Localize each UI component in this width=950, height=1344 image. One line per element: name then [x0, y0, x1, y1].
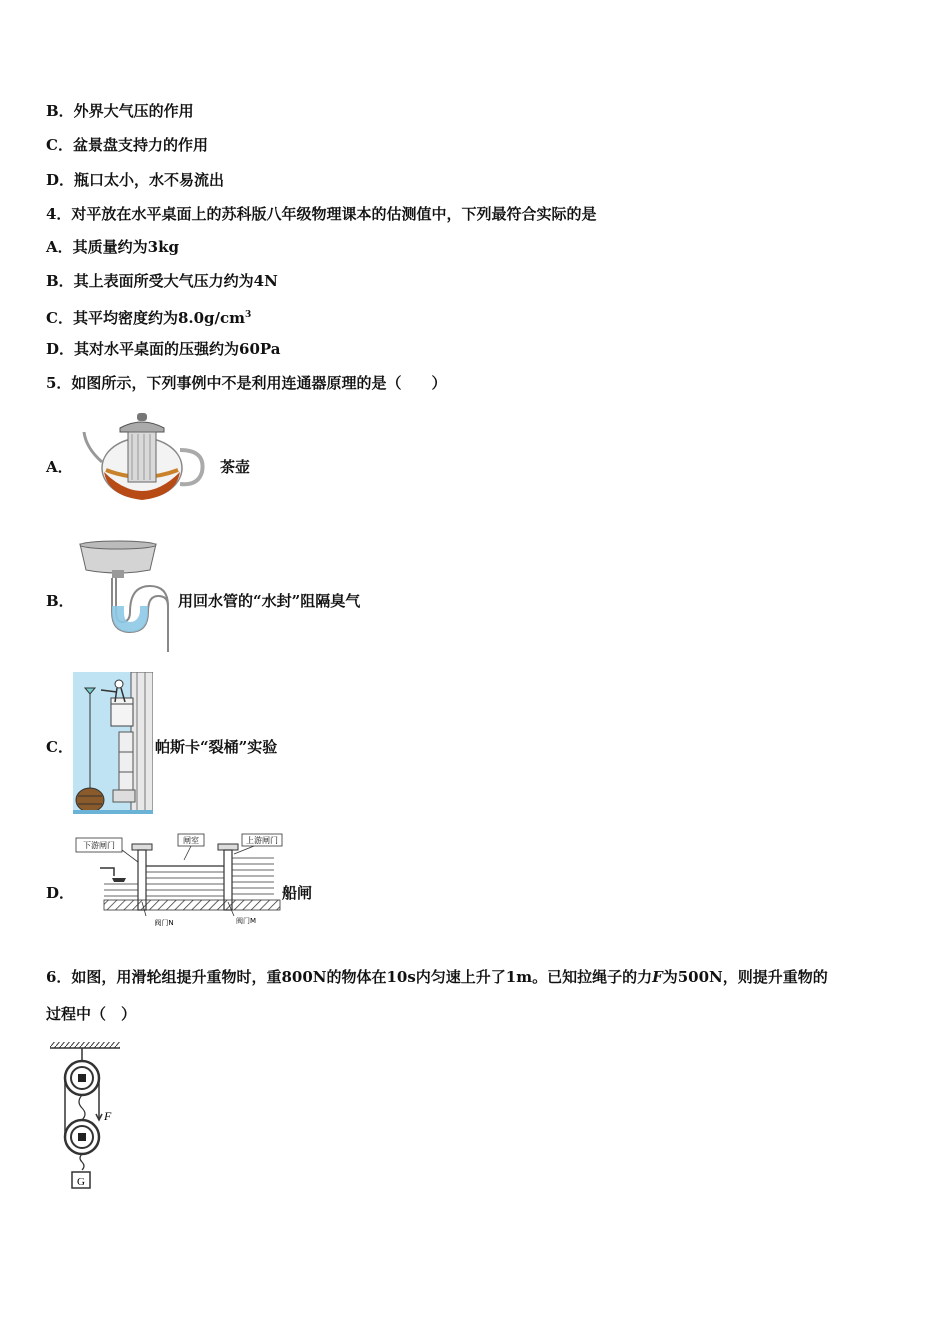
- q4-option-c: [46, 305, 251, 328]
- pulley-weight-label: G: [77, 1176, 85, 1188]
- pascal-barrel-figure: [73, 672, 153, 814]
- q3-option-c: C．盆景盘支持力的作用: [46, 136, 208, 154]
- lock-label-chamber: 闸室: [183, 836, 199, 845]
- q4-option-c-text: C．其平均密度约为8.0g/cm: [46, 309, 246, 327]
- q3-option-b: B．外界大气压的作用: [46, 102, 194, 120]
- q5-option-b-label: B．: [46, 592, 74, 610]
- q6-stem-part-a: 6．如图，用滑轮组提升重物时，重800N的物体在10s内匀速上升了1m。已知拉绳子的力: [46, 968, 653, 986]
- teapot-figure: [80, 410, 210, 505]
- q5-option-a-caption: 茶壶: [220, 458, 251, 476]
- q5-option-d-caption: 船闸: [282, 884, 313, 902]
- lock-label-valve-m: 阀门M: [235, 917, 257, 925]
- q6-stem-part-b: 为500N，则提升重物的: [662, 968, 828, 986]
- lock-label-valve-n: 阀门N: [154, 919, 174, 927]
- q5-option-c-caption: 帕斯卡“裂桶”实验: [155, 738, 278, 756]
- q6-stem-line2: 过程中（ ）: [46, 1005, 137, 1023]
- q5-option-b-caption: 用回水管的“水封”阻隔臭气: [178, 592, 361, 610]
- q5-option-c-label: C．: [46, 738, 73, 756]
- q6-stem-line1: [46, 967, 828, 987]
- q4-option-d: D．其对水平桌面的压强约为60Pa: [46, 340, 281, 358]
- pulley-force-label: F: [104, 1109, 112, 1123]
- q5-option-a-label: A．: [46, 458, 73, 476]
- q4-option-b: B．其上表面所受大气压力约为4N: [46, 272, 278, 290]
- lock-label-upstream-gate: 上游闸门: [246, 836, 278, 845]
- q4-option-c-sup: 3: [245, 310, 252, 320]
- q5-stem: 5．如图所示，下列事例中不是利用连通器原理的是（ ）: [46, 374, 447, 392]
- q6-stem-force: F: [652, 968, 663, 986]
- q3-option-d: D．瓶口太小，水不易流出: [46, 171, 225, 189]
- q5-option-d-label: D．: [46, 884, 75, 902]
- q4-option-a: A．其质量约为3kg: [46, 238, 179, 256]
- q4-stem: 4．对平放在水平桌面上的苏科版八年级物理课本的估测值中，下列最符合实际的是: [46, 205, 597, 223]
- ship-lock-figure: [74, 832, 286, 930]
- sink-trap-figure: [78, 540, 173, 655]
- pulley-system-figure: [46, 1040, 126, 1192]
- lock-label-downstream-gate: 下游闸门: [83, 841, 115, 850]
